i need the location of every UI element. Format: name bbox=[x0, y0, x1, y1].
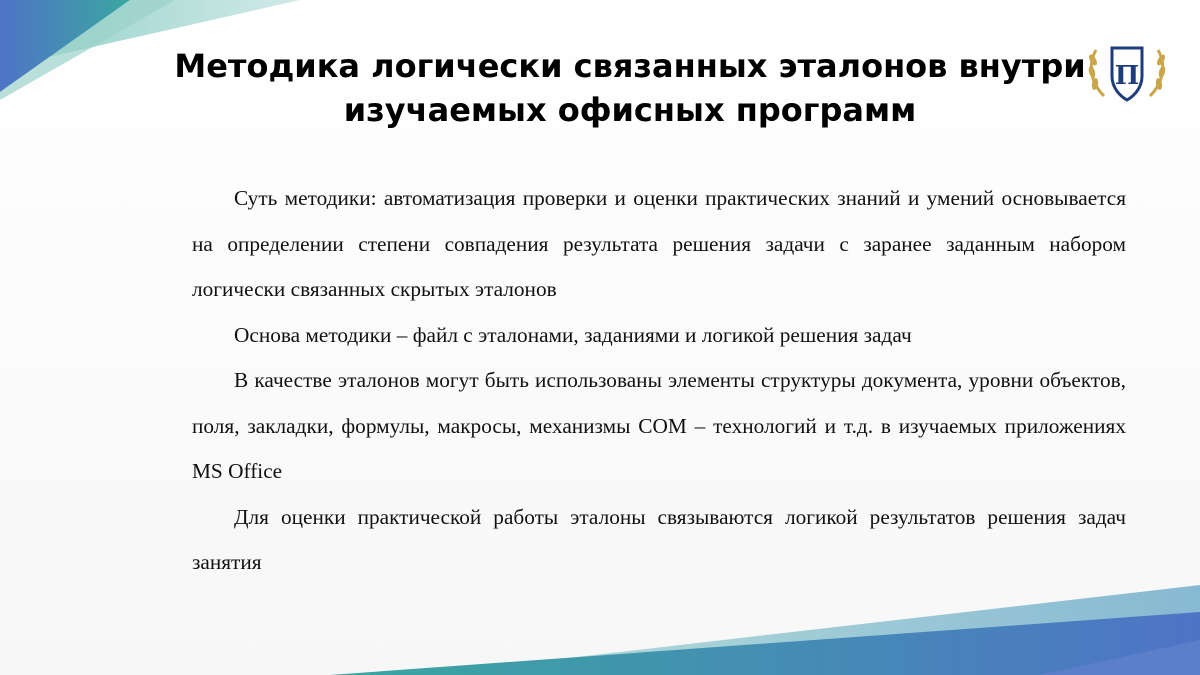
paragraph-evaluation: Для оценки практической работы эталоны связываются логикой результатов решения задач занятия bbox=[192, 504, 1126, 574]
paragraph-essence: Суть методики: автоматизация проверки и оценки практических знаний и умений основывается на определении степени совпадения результата решения задачи с заранее заданным набором логически связанных скрытых эталонов bbox=[192, 186, 1126, 301]
svg-text:П: П bbox=[1114, 61, 1140, 91]
slide-title: Методика логически связанных эталонов внутри изучаемых офисных программ bbox=[174, 47, 1086, 129]
college-crest-icon bbox=[1082, 20, 1172, 110]
paragraph-standards: В качестве эталонов могут быть использованы элементы структуры документа, уровни объектов, поля, закладки, формулы, макросы, механизмы COM – технологий и т.д. в изучаемых приложениях MS Office bbox=[192, 368, 1126, 483]
paragraph-basis: Основа методики – файл с эталонами, заданиями и логикой решения задач bbox=[234, 322, 912, 347]
bottom-right-stripe-main bbox=[330, 612, 1200, 675]
slide-body bbox=[192, 176, 1126, 586]
